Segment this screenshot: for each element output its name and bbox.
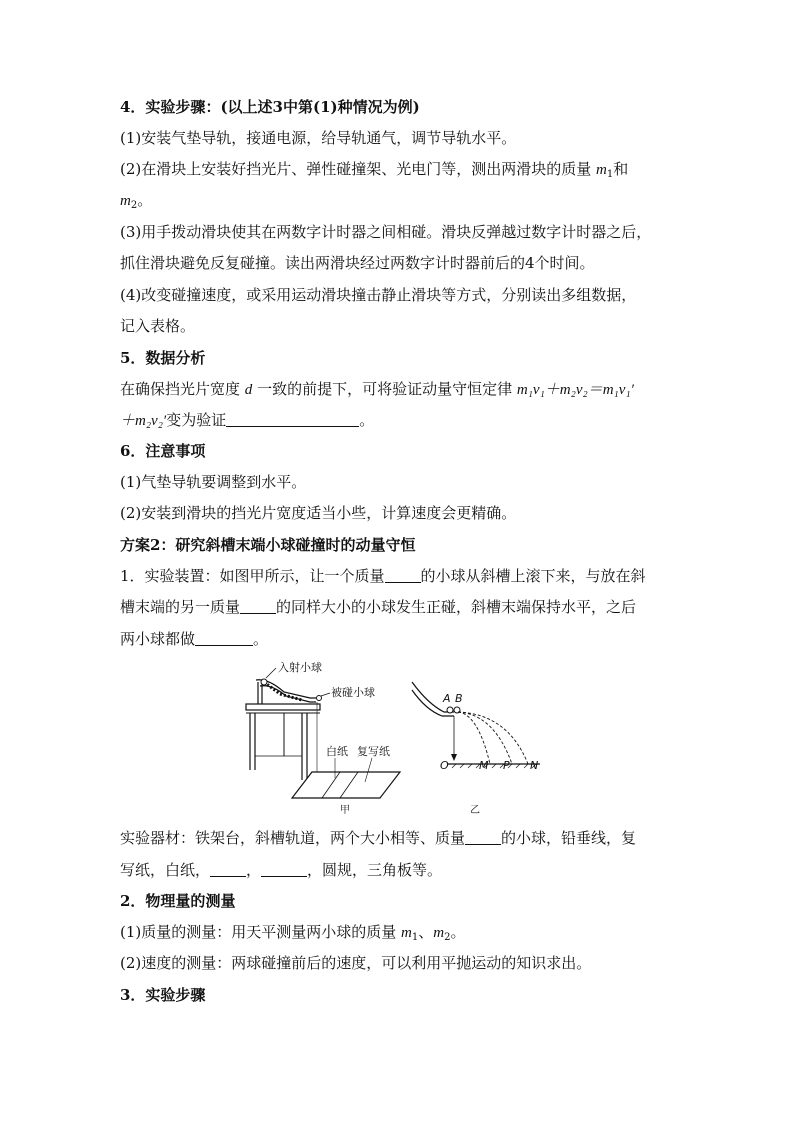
section-2-title: 2．物理量的测量 <box>120 892 236 910</box>
figure-yi-svg <box>408 660 558 820</box>
measure-mass: (1)质量的测量：用天平测量两小球的质量 $m_1$、$m_2$。 <box>120 923 466 943</box>
figure-yi-caption: 乙 <box>470 805 480 816</box>
mass-m2-subscript: 2 <box>130 200 138 211</box>
analysis-line-1 <box>120 379 634 400</box>
equipment-line-1 <box>120 828 636 848</box>
label-carbon-paper: 复写纸 <box>357 745 390 758</box>
analysis-text-c: 变为验证 <box>166 411 227 429</box>
measure-mass-end: 。 <box>450 923 466 941</box>
figure-yi <box>408 660 558 824</box>
step-2-text: (2)在滑块上安装好挡光片、弹性碰撞架、光电门等，测出两滑块的质量 <box>120 160 592 178</box>
section-6-title: 6．注意事项 <box>120 442 206 460</box>
measure-m1-symbol: m <box>401 925 412 941</box>
equipment-text-c: 写纸，白纸， <box>120 861 211 879</box>
analysis-text-b: 一致的前提下，可将验证动量守恒定律 <box>257 380 513 398</box>
label-b: B <box>455 692 463 705</box>
answer-blank-equipment-2[interactable] <box>261 862 307 877</box>
analysis-text-a: 在确保挡光片宽度 <box>120 380 241 398</box>
plan2-text-f: 。 <box>253 630 269 648</box>
measure-velocity: (2)速度的测量：两球碰撞前后的速度，可以利用平抛运动的知识求出。 <box>120 954 592 972</box>
answer-blank-equipment-1[interactable] <box>210 862 246 877</box>
answer-blank-incident-mass[interactable] <box>385 568 421 583</box>
step-3-line-2: 抓住滑块避免反复碰撞。读出两滑块经过两数字计时器前后的4个时间。 <box>120 254 595 272</box>
step-2-line-2 <box>120 190 152 211</box>
mass-symbol-m2: m <box>120 193 131 209</box>
plan2-text-b: 的小球从斜槽上滚下来，与放在斜 <box>420 567 646 585</box>
plan-2-title: 方案2：研究斜槽末端小球碰撞时的动量守恒 <box>120 536 416 554</box>
label-target-ball: 被碰小球 <box>331 686 375 699</box>
section-4-title: 4．实验步骤：(以上述3中第(1)种情况为例) <box>120 98 420 116</box>
width-symbol-d: d <box>244 382 253 398</box>
plan2-line-1 <box>120 566 646 586</box>
note-2: (2)安装到滑块的挡光片宽度适当小些，计算速度会更精确。 <box>120 504 517 522</box>
equipment-line-2 <box>120 860 442 880</box>
mass-symbol-m1: m <box>596 162 607 178</box>
section-3-title: 3．实验步骤 <box>120 986 206 1004</box>
plan2-text-e: 两小球都做 <box>120 630 196 648</box>
measure-m2-symbol: m <box>433 925 445 941</box>
label-o: O <box>440 759 449 772</box>
mass-m1-subscript: 1 <box>606 169 614 180</box>
answer-blank-motion[interactable] <box>195 631 253 646</box>
analysis-line-2 <box>120 410 374 431</box>
step-1: (1)安装气垫导轨，接通电源，给导轨通气，调节导轨水平。 <box>120 129 517 147</box>
plan2-line-2 <box>120 597 636 617</box>
step-4-line-1: (4)改变碰撞速度，或采用运动滑块撞击静止滑块等方式，分别读出多组数据， <box>120 286 637 304</box>
plan2-line-3 <box>120 629 268 649</box>
measure-m1-subscript: 1 <box>411 932 419 943</box>
equipment-text-a: 实验器材：铁架台，斜槽轨道，两个大小相等、质量 <box>120 829 466 847</box>
figure-jia-svg <box>240 660 430 820</box>
label-p: P <box>503 759 510 772</box>
measure-m2-subscript: 2 <box>444 932 451 943</box>
answer-blank-target-mass[interactable] <box>240 599 276 614</box>
step-2-and: 和 <box>613 160 629 178</box>
label-n: N <box>530 759 539 772</box>
equipment-text-b: 的小球，铅垂线，复 <box>501 829 637 847</box>
step-4-line-2: 记入表格。 <box>120 317 196 335</box>
equipment-text-d: ，圆规，三角板等。 <box>307 861 443 879</box>
step-2-end: 。 <box>137 191 153 209</box>
step-3-line-1: (3)用手拨动滑块使其在两数字计时器之间相碰。滑块反弹越过数字计时器之后， <box>120 223 652 241</box>
label-white-paper: 白纸 <box>326 745 348 758</box>
figure-jia <box>240 660 430 824</box>
plan2-text-d: 的同样大小的小球发生正碰，斜槽末端保持水平，之后 <box>276 598 637 616</box>
note-1: (1)气垫导轨要调整到水平。 <box>120 473 307 491</box>
plan2-text-c: 槽末端的另一质量 <box>120 598 241 616</box>
label-incident-ball: 入射小球 <box>278 661 322 674</box>
analysis-end: 。 <box>359 411 375 429</box>
label-m: M <box>479 759 489 772</box>
measure-mass-text: (1)质量的测量：用天平测量两小球的质量 <box>120 923 397 941</box>
plan2-text-a: 1．实验装置：如图甲所示，让一个质量 <box>120 567 385 585</box>
step-2-line-1 <box>120 159 628 180</box>
momentum-equation-part-1: m₁v₁＋m₂v₂＝m₁v₁′ <box>516 382 634 398</box>
label-a: A <box>443 692 451 705</box>
momentum-equation-part-2: ＋m₂v₂′ <box>120 413 167 429</box>
equipment-comma: ， <box>246 861 262 879</box>
answer-blank-verify[interactable] <box>226 412 359 427</box>
answer-blank-ball-mass[interactable] <box>465 830 501 845</box>
figure-jia-caption: 甲 <box>340 805 350 816</box>
section-5-title: 5．数据分析 <box>120 349 206 367</box>
